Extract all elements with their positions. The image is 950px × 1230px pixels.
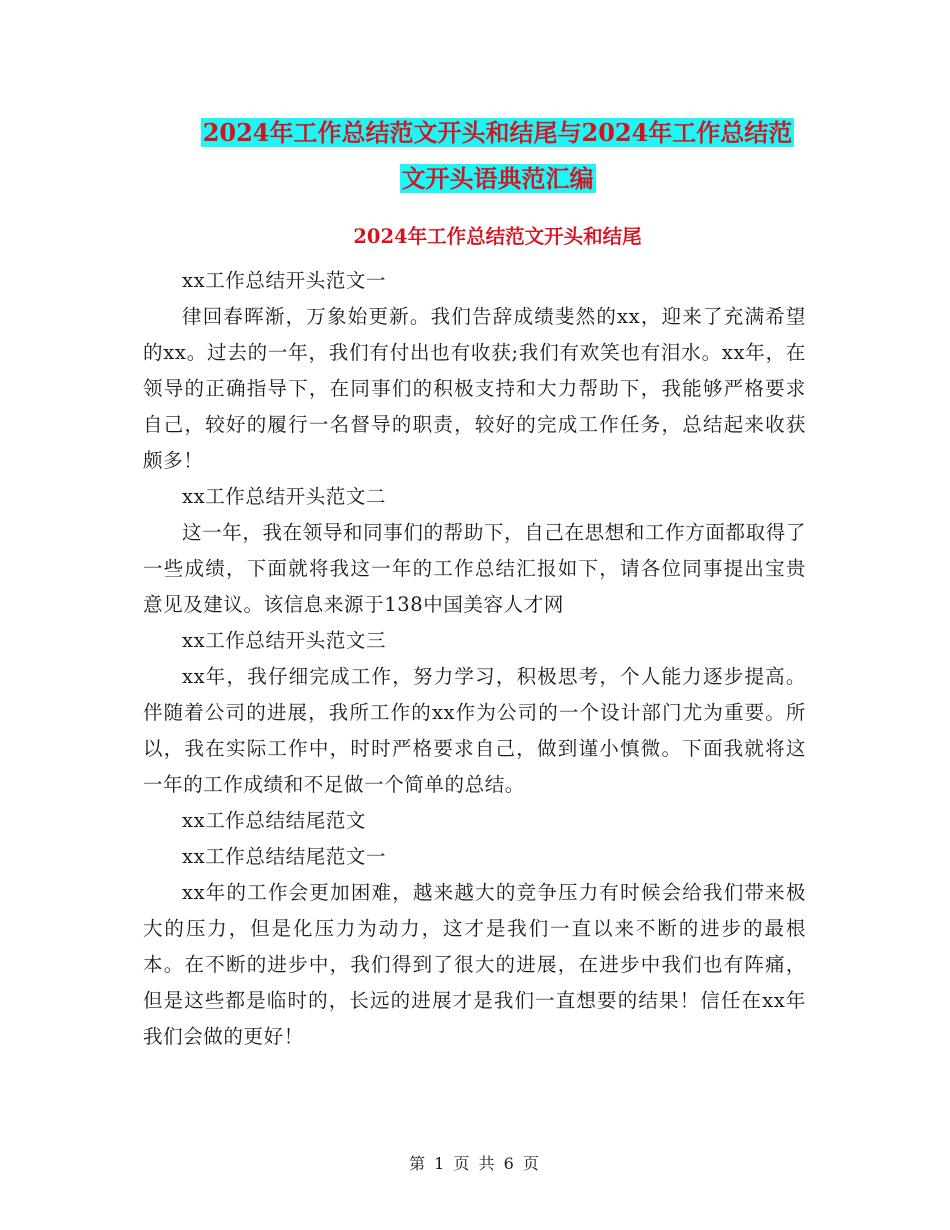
paragraph-opening-1: 律回春晖渐，万象始更新。我们告辞成绩斐然的xx，迎来了充满希望的xx。过去的一年，我们有付出也有收获;我们有欢笑也有泪水。xx年，在领导的正确指导下，在同事们的积极支持和大力帮助下，我能够严格要求自己，较好的履行一名督导的职责，较好的完成工作任务，总结起来收获颇多！ <box>143 305 806 472</box>
subheading-closing: xx工作总结结尾范文 <box>182 809 366 832</box>
paragraph-opening-2: 这一年，我在领导和同事们的帮助下，自己在思想和工作方面都取得了一些成绩，下面就将我这一年的工作总结汇报如下，请各位同事提出宝贵意见及建议。该信息来源于138中国美容人才网 <box>143 521 806 616</box>
page-number: 第 1 页 共 6 页 <box>409 1154 541 1173</box>
paragraph-opening-3: xx年，我仔细完成工作，努力学习，积极思考，个人能力逐步提高。伴随着公司的进展，我所工作的xx作为公司的一个设计部门尤为重要。所以，我在实际工作中，时时严格要求自己，做到谨小慎微。下面我就将这一年的工作成绩和不足做一个简单的总结。 <box>143 665 806 796</box>
document-title-line-2: 文开头语典范汇编 <box>401 164 594 193</box>
page-footer <box>0 1152 950 1176</box>
document-body <box>143 263 806 1055</box>
subheading-opening-3: xx工作总结开头范文三 <box>182 629 387 652</box>
document-title <box>140 110 855 202</box>
paragraph-closing-1: xx年的工作会更加困难，越来越大的竞争压力有时候会给我们带来极大的压力，但是化压力为动力，这才是我们一直以来不断的进步的最根本。在不断的进步中，我们得到了很大的进展，在进步中我们也有阵痛，但是这些都是临时的，长远的进展才是我们一直想要的结果！信任在xx年我们会做的更好！ <box>143 881 806 1048</box>
subheading-closing-1: xx工作总结结尾范文一 <box>182 845 387 868</box>
section-title: 2024年工作总结范文开头和结尾 <box>353 225 642 248</box>
document-title-line-1: 2024年工作总结范文开头和结尾与2024年工作总结范 <box>202 118 793 147</box>
subheading-opening-2: xx工作总结开头范文二 <box>182 485 387 508</box>
subheading-opening-1: xx工作总结开头范文一 <box>182 269 387 292</box>
